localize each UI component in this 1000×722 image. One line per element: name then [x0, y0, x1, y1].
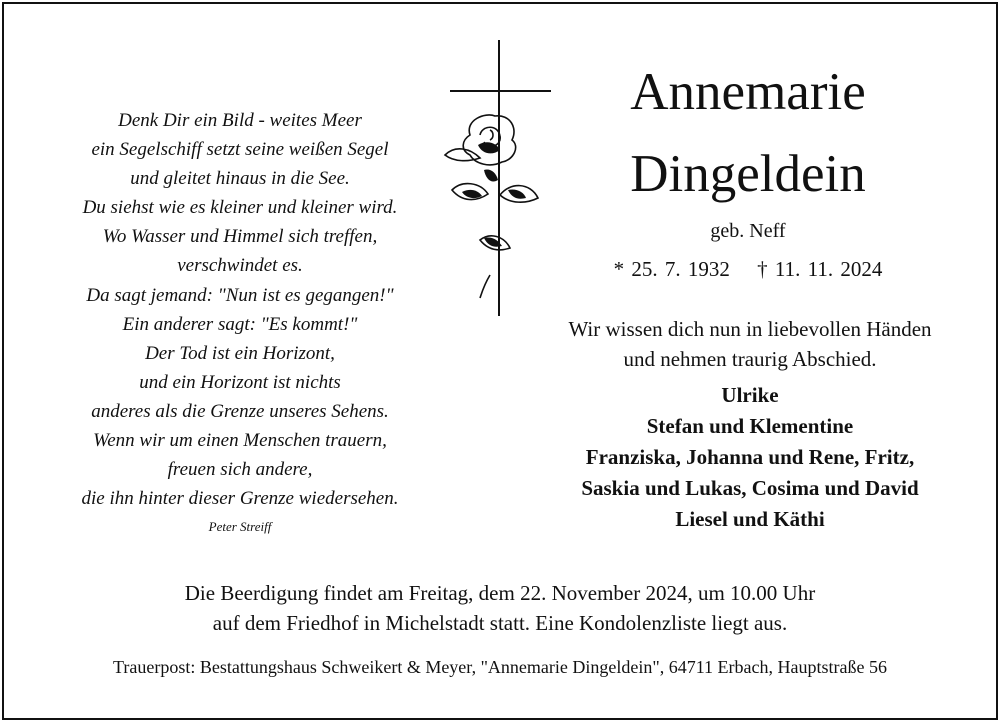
family-line: Franziska, Johanna und Rene, Fritz, — [585, 445, 915, 469]
poem-author: Peter Streiff — [208, 519, 272, 534]
family-names — [520, 380, 980, 535]
death-date: † 11. 11. 2024 — [757, 257, 883, 281]
cross-icon-bar — [450, 90, 551, 92]
poem-line: ein Segelschiff setzt seine weißen Segel — [91, 139, 389, 161]
poem-line: Der Tod ist ein Horizont, — [145, 342, 335, 364]
rose-icon — [440, 110, 550, 300]
message-line: und nehmen traurig Abschied. — [623, 347, 877, 371]
poem-line: anderes als die Grenze unseres Sehens. — [91, 400, 389, 422]
poem-line: Wo Wasser und Himmel sich treffen, — [102, 226, 378, 248]
poem-line: Ein anderer sagt: "Es kommt!" — [122, 313, 358, 335]
funeral-info — [0, 578, 1000, 638]
poem — [40, 106, 440, 513]
poem-line: freuen sich andere, — [167, 459, 313, 481]
poem-line: und gleitet hinaus in die See. — [130, 168, 350, 190]
poem-line: Da sagt jemand: "Nun ist es gegangen!" — [86, 284, 394, 306]
family-line: Stefan und Klementine — [646, 414, 854, 438]
funeral-line: auf dem Friedhof in Michelstadt statt. Eine Kondolenzliste liegt aus. — [212, 611, 788, 635]
farewell-message — [520, 314, 980, 374]
message-line: Wir wissen dich nun in liebevollen Händen — [568, 317, 932, 341]
poem-line: verschwindet es. — [177, 255, 303, 277]
poem-line: und ein Horizont ist nichts — [139, 371, 341, 393]
birth-date: * 25. 7. 1932 — [613, 257, 730, 281]
family-line: Liesel und Käthi — [675, 507, 825, 531]
poem-line: Du siehst wie es kleiner und kleiner wird. — [82, 197, 398, 219]
family-line: Saskia und Lukas, Cosima und David — [581, 476, 919, 500]
life-dates — [548, 257, 948, 282]
deceased-last-name: Dingeldein — [630, 145, 866, 203]
trauerpost-address: Trauerpost: Bestattungshaus Schweikert & Meyer, "Annemarie Dingeldein", 64711 Erbach, Hauptstraße 56 — [113, 657, 887, 677]
family-line: Ulrike — [721, 383, 779, 407]
poem-line: die ihn hinter dieser Grenze wiedersehen. — [81, 488, 399, 510]
deceased-first-name: Annemarie — [630, 63, 866, 121]
poem-line: Denk Dir ein Bild - weites Meer — [118, 110, 362, 131]
birth-name: geb. Neff — [710, 220, 786, 242]
funeral-line: Die Beerdigung findet am Freitag, dem 22. November 2024, um 10.00 Uhr — [184, 581, 816, 605]
poem-line: Wenn wir um einen Menschen trauern, — [93, 430, 387, 452]
